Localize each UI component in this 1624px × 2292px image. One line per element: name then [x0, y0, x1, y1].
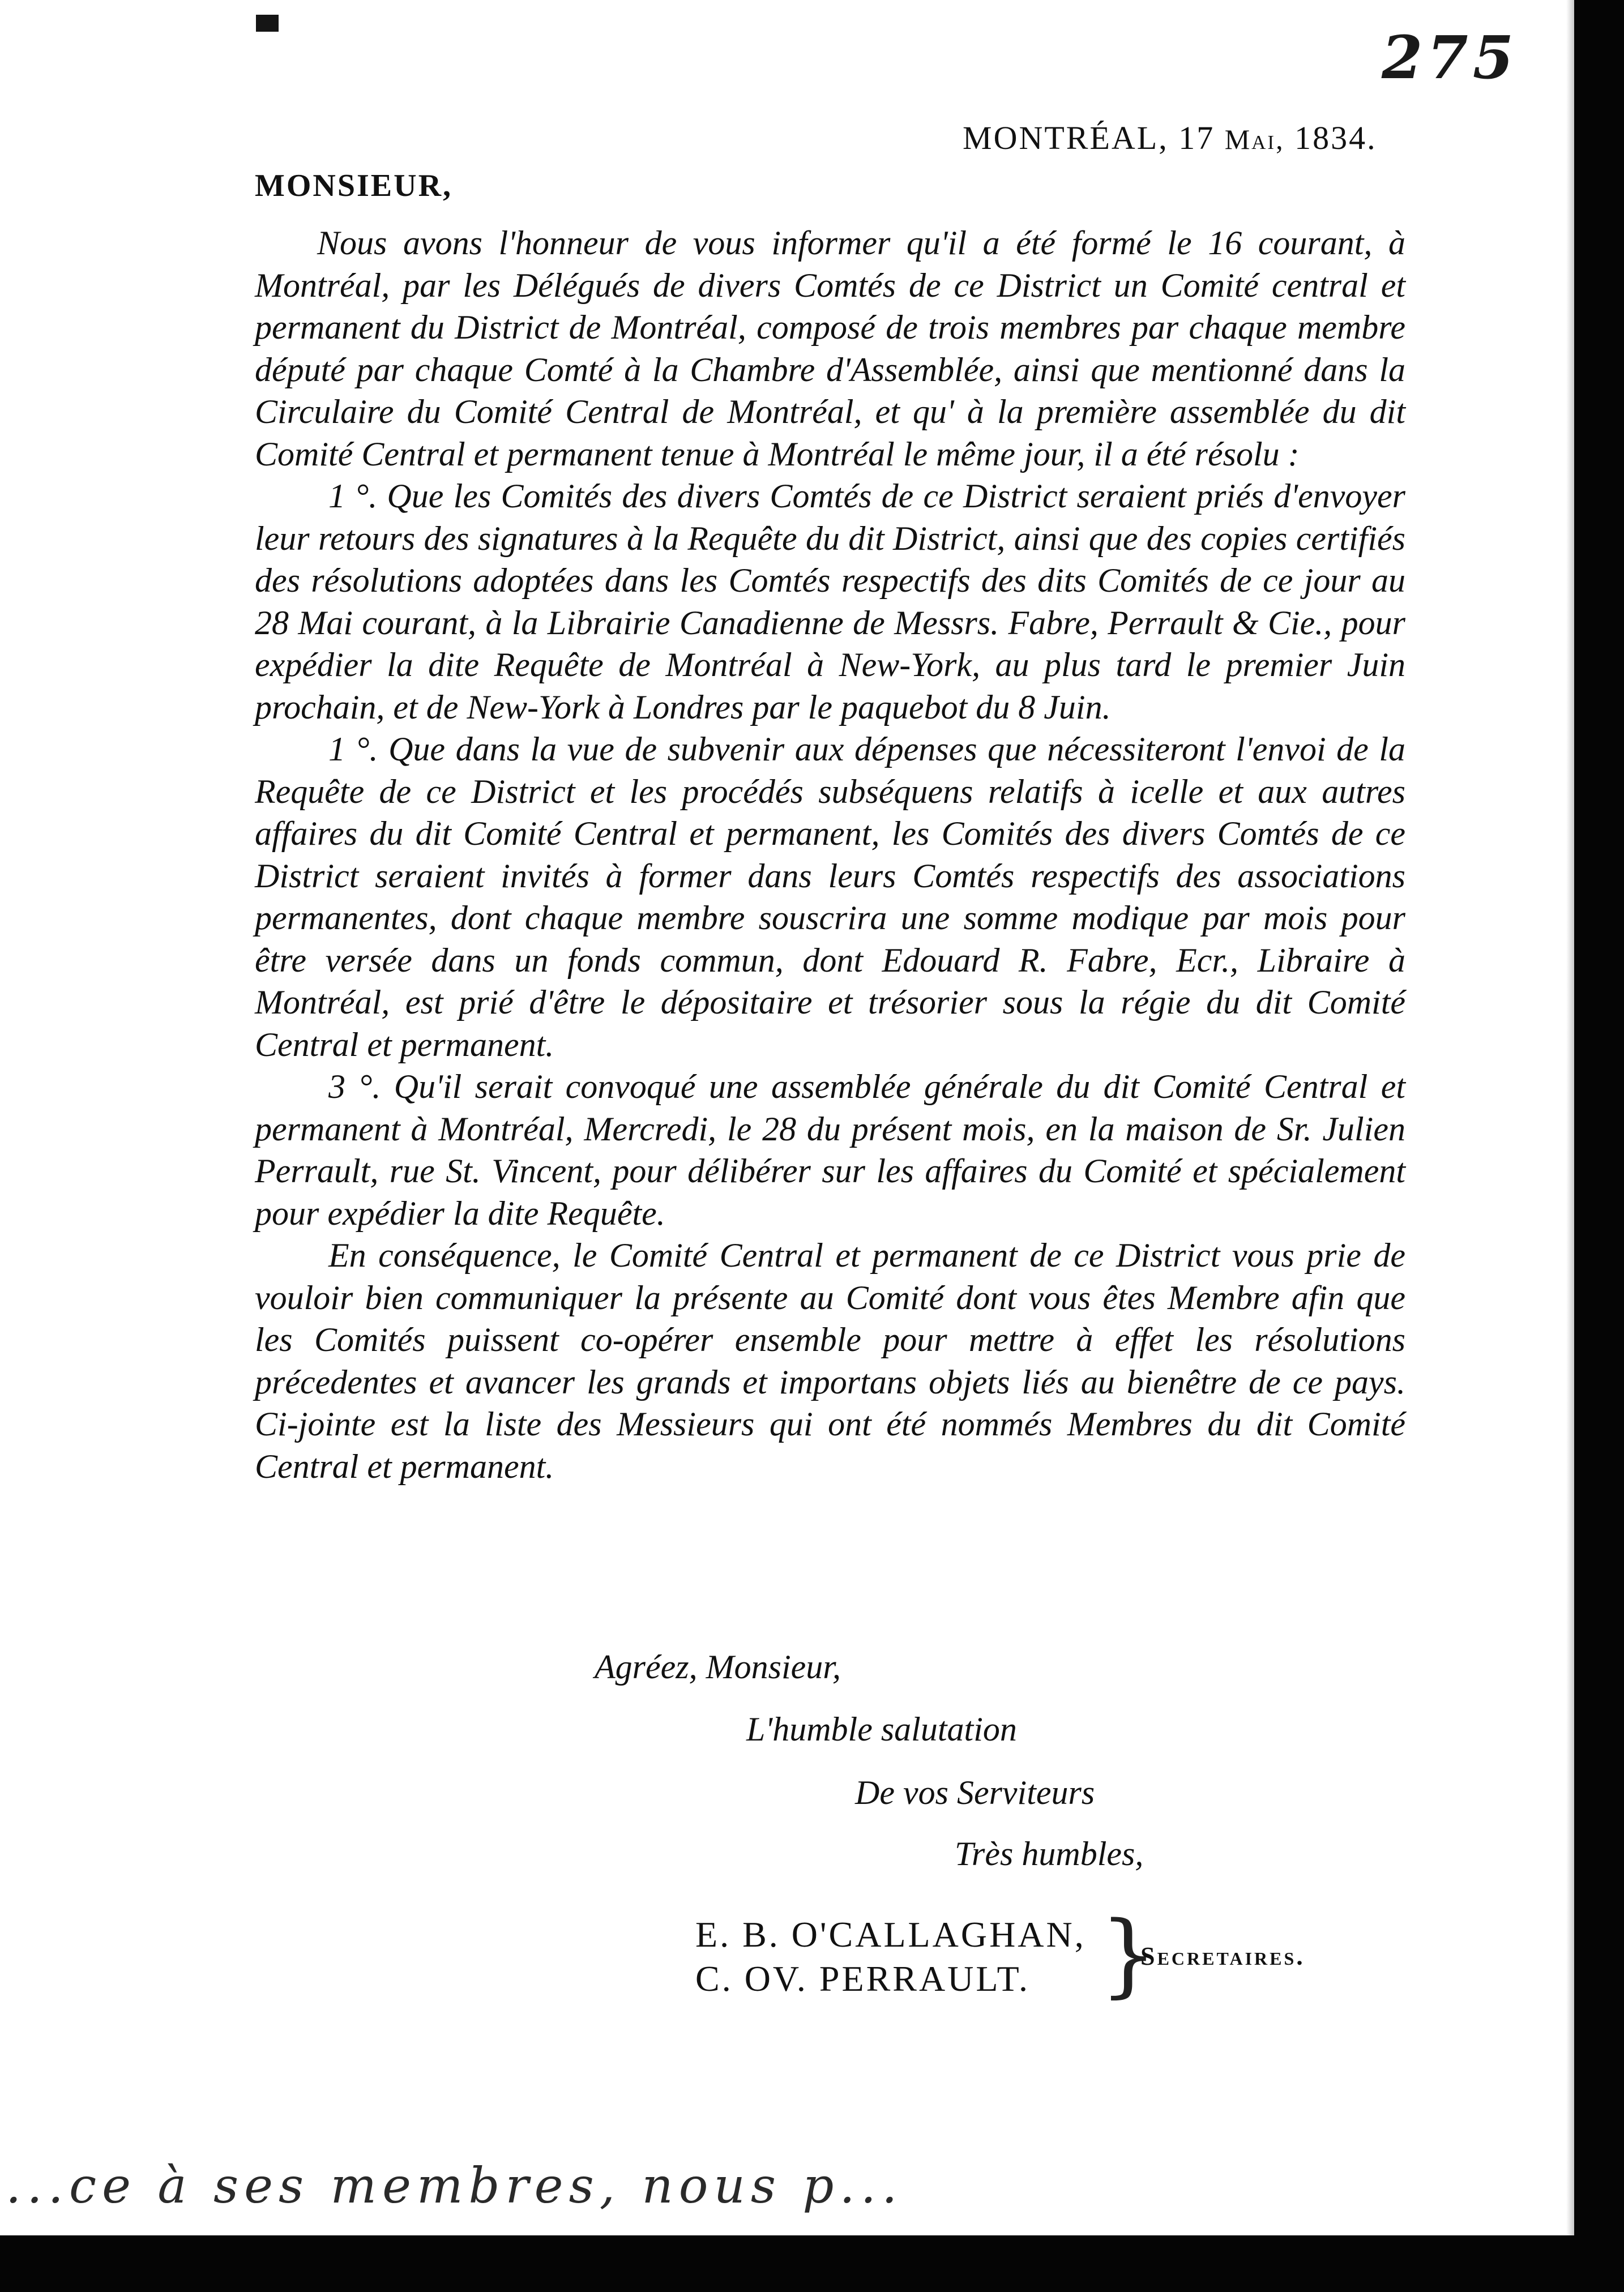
signatory-2: C. OV. PERRAULT.: [695, 1959, 1030, 1999]
closing-line-1: Agréez, Monsieur,: [595, 1648, 841, 1686]
resolution-3-paragraph: 3 °. Qu'il serait convoqué une assemblée générale du dit Comité Central et permanent à Montréal, Mercredi, le 28 du présent mois, en la maison de Sr. Julien Perrault, rue St. Vincent, pour délibérer sur les affaires du Comité et spécialement pour expédier la dite Requête.: [255, 1068, 1405, 1232]
dateline-month: Mai,: [1224, 123, 1285, 155]
salutation: MONSIEUR,: [255, 168, 453, 203]
dateline-day: 17: [1178, 119, 1215, 156]
dateline-year: 1834.: [1294, 119, 1377, 156]
handwritten-fragment: [0, 2152, 1104, 2214]
conclusion-paragraph: En conséquence, le Comité Central et permanent de ce District vous prie de vouloir bien communiquer la présente au Comité dont vous êtes Membre afin que les Comités puissent co-opérer ensemble pour mettre à effet les résolutions précedentes et avancer les grands et importans objets liés au bienêtre de ce pays. Ci-jointe est la liste des Messieurs qui ont été nommés Membres du dit Comité Central et permanent.: [255, 1237, 1405, 1485]
resolution-2-paragraph: 1 °. Que dans la vue de subvenir aux dépenses que nécessiteront l'envoi de la Requête de ce District et les procédés subséquens relatifs à icelle et aux autres affaires du dit Comité Central et permanent, les Comités des divers Comtés de ce District seraient invités à former dans leurs Comtés respectifs des associations permanentes, dont chaque membre souscrira une somme modique par mois pour être versée dans un fonds commun, dont Edouard R. Fabre, Ecr., Libraire à Montréal, est prié d'être le dépositaire et trésorier sous la régie du dit Comité Central et permanent.: [255, 730, 1405, 1063]
signature-block: [695, 1913, 1086, 2001]
closing-line-3: De vos Serviteurs: [855, 1774, 1095, 1811]
handwritten-fragment-text: ...ce à ses membres, nous p...: [6, 2158, 903, 2214]
scan-border-right: [1574, 0, 1624, 2292]
secretaries-title: Secretaires.: [1140, 1942, 1305, 1970]
closing-line-2: L'humble salutation: [746, 1711, 1017, 1748]
scan-border-bottom: [0, 2235, 1624, 2292]
resolution-1-paragraph: 1 °. Que les Comités des divers Comtés de ce District seraient priés d'envoyer leur retours des signatures à la Requête du dit District, ainsi que des copies certifiés des résolutions adoptées dans les Comtés respectifs des dits Comités de ce jour au 28 Mai courant, à la Librairie Canadienne de Messrs. Fabre, Perrault & Cie., pour expédier la dite Requête de Montréal à New-York, au plus tard le premier Juin prochain, et de New-York à Londres par le paquebot du 8 Juin.: [255, 477, 1405, 726]
scan-border-edge: [1566, 0, 1574, 2292]
dateline-place: MONTRÉAL,: [963, 119, 1169, 156]
intro-paragraph: Nous avons l'honneur de vous informer qu'il a été formé le 16 courant, à Montréal, par les Délégués de divers Comtés de ce District un Comité central et permanent du District de Montréal, composé de trois membres par chaque membre député par chaque Comté à la Chambre d'Assemblée, ainsi que mentionné dans la Circulaire du Comité Central de Montréal, et qu' à la première assemblée du dit Comité Central et permanent tenue à Montréal le même jour, il a été résolu :: [255, 224, 1405, 473]
scan-speck: [256, 15, 279, 32]
closing-line-4: Très humbles,: [955, 1835, 1144, 1872]
dateline: [963, 119, 1377, 157]
letter-body: [255, 222, 1405, 1487]
brace-glyph: }: [1100, 1901, 1157, 2007]
signatory-1: E. B. O'CALLAGHAN,: [695, 1914, 1086, 1955]
page-number: 275: [1382, 23, 1519, 92]
